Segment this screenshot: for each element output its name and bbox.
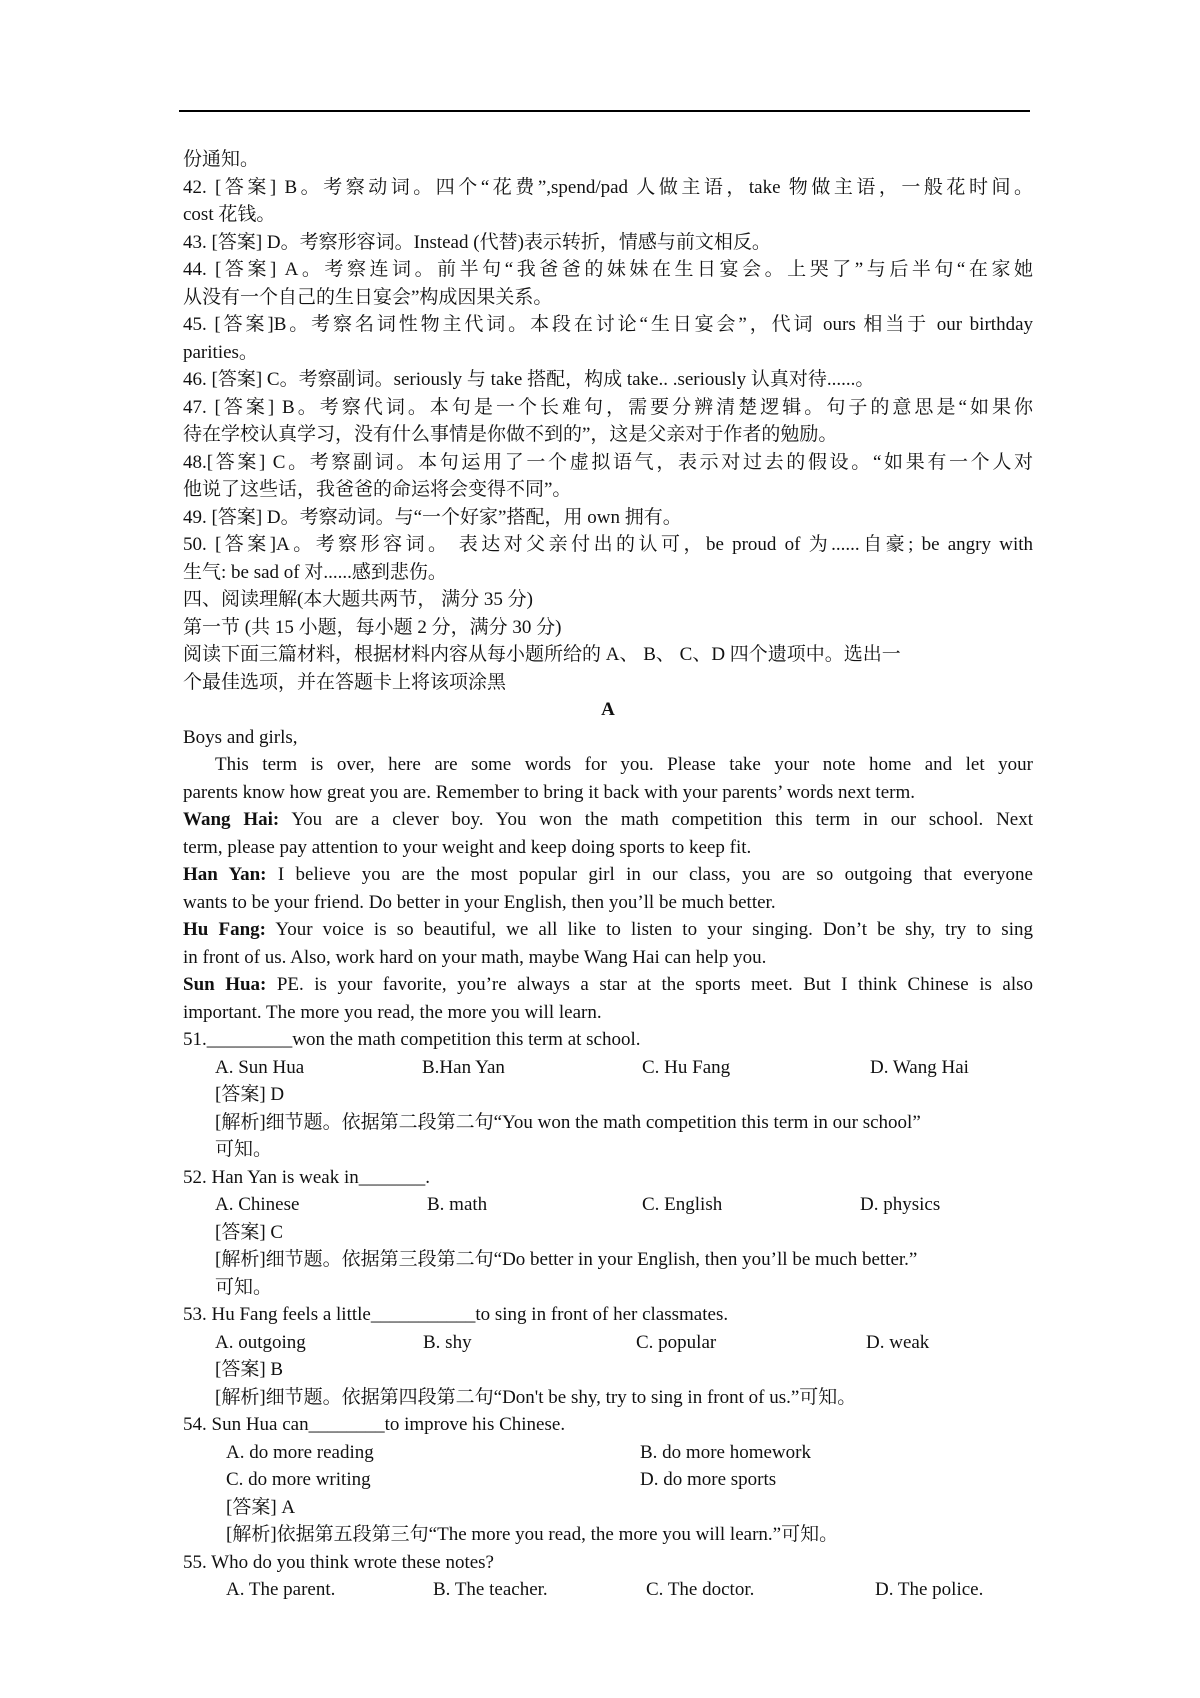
reading-section	[183, 586, 1033, 696]
answer-line: 48.[答案] C。考察副词。本句运用了一个虚拟语气，表示对过去的假设。“如果有一个人对	[183, 451, 1033, 473]
passage	[183, 696, 1033, 1026]
note-name: Sun Hua:	[183, 974, 267, 995]
header-rule	[179, 110, 1030, 112]
passage-greeting: Boys and girls,	[183, 726, 298, 748]
option-a: A. do more reading	[226, 1441, 374, 1463]
note-line: important. The more you read, the more you will learn.	[183, 1001, 602, 1023]
question-53	[183, 1301, 1033, 1411]
question-options	[183, 1466, 1033, 1494]
answer-line: 45. [答案]B。考察名词性物主代词。本段在讨论“生日宴会”，代词 ours 相当于 our birthday	[183, 314, 1033, 335]
section-instruction: 个最佳选项，并在答题卡上将该项涂黑	[183, 671, 507, 693]
question-options	[183, 1576, 1033, 1604]
document-body	[183, 146, 1033, 1604]
question-stem: 53. Hu Fang feels a little___________to sing in front of her classmates.	[183, 1304, 729, 1325]
answer-line: 生气: be sad of 对......感到悲伤。	[183, 561, 447, 583]
option-d: D. The police.	[875, 1579, 984, 1600]
question-stem: 55. Who do you think wrote these notes?	[183, 1551, 494, 1573]
explanation: [解析]细节题。依据第三段第二句“Do better in your English, then you’ll be much better.”	[215, 1249, 918, 1270]
answer-key: [答案] D	[215, 1084, 285, 1105]
option-d: D. do more sports	[640, 1469, 777, 1490]
explanation: 可知。	[215, 1276, 273, 1298]
note-name: Wang Hai:	[183, 809, 280, 830]
explanation: 可知。	[215, 1139, 273, 1160]
option-b: B. shy	[423, 1331, 472, 1353]
note-text: You are a clever boy. You won the math competition this term in our school. Next	[279, 809, 1034, 830]
explanation: [解析]细节题。依据第二段第二句“You won the math competition this term in our school”	[215, 1111, 921, 1133]
question-stem: 51._________won the math competition this term at school.	[183, 1029, 641, 1050]
passage-intro: This term is over, here are some words for you. Please take your note home and let your	[215, 754, 1033, 775]
note-text: PE. is your favorite, you’re always a star at the sports meet. But I think Chinese is also	[266, 974, 1033, 995]
note-line	[183, 806, 1033, 834]
passage-label: A	[601, 699, 615, 720]
passage-intro: parents know how great you are. Remember to bring it back with your parents’ words next term.	[183, 781, 916, 803]
note-line: in front of us. Also, work hard on your math, maybe Wang Hai can help you.	[183, 946, 767, 968]
answer-line: cost 花钱。	[183, 204, 276, 225]
question-stem: 52. Han Yan is weak in_______.	[183, 1166, 430, 1188]
answer-line: parities。	[183, 341, 258, 363]
question-options	[183, 1439, 1033, 1467]
explanation: [解析]细节题。依据第四段第二句“Don't be shy, try to sing in front of us.”可知。	[215, 1386, 857, 1408]
answer-line: 他说了这些话，我爸爸的命运将会变得不同”。	[183, 479, 572, 500]
note-text: I believe you are the most popular girl in our class, you are so outgoing that everyone	[266, 864, 1033, 885]
note-line: wants to be your friend. Do better in your English, then you’ll be much better.	[183, 891, 776, 913]
question-54	[183, 1411, 1033, 1549]
answer-key: [答案] A	[226, 1496, 296, 1518]
option-c: C. popular	[636, 1331, 717, 1353]
note-name: Han Yan:	[183, 864, 267, 885]
question-options	[183, 1054, 1033, 1082]
option-b: B.Han Yan	[422, 1056, 505, 1078]
answer-line: 从没有一个自己的生日宴会”构成因果关系。	[183, 286, 553, 308]
note-line	[183, 916, 1033, 944]
section-heading: 四、阅读理解(本大题共两节， 满分 35 分)	[183, 589, 533, 610]
option-b: B. The teacher.	[433, 1579, 548, 1600]
answer-line: 49. [答案] D。考察动词。与“一个好家”搭配，用 own 拥有。	[183, 506, 682, 528]
question-options	[183, 1191, 1033, 1219]
option-a: A. The parent.	[226, 1579, 336, 1600]
answer-key: [答案] B	[215, 1359, 284, 1380]
option-d: D. weak	[866, 1331, 930, 1353]
question-55	[183, 1549, 1033, 1604]
option-a: A. outgoing	[215, 1331, 306, 1353]
answer-line: 待在学校认真学习，没有什么事情是你做不到的”，这是父亲对于作者的勉励。	[183, 424, 838, 445]
question-51	[183, 1026, 1033, 1164]
option-b: B. math	[427, 1194, 488, 1215]
note-name: Hu Fang:	[183, 919, 266, 940]
answer-key: [答案] C	[215, 1221, 284, 1243]
option-a: A. Sun Hua	[215, 1056, 305, 1078]
option-c: C. Hu Fang	[642, 1056, 731, 1078]
answer-line: 份通知。	[183, 149, 260, 170]
option-d: D. physics	[860, 1194, 941, 1215]
section-instruction: 阅读下面三篇材料，根据材料内容从每小题所给的 A、 B、 C、D 四个遗项中。选出一	[183, 644, 901, 665]
answer-line: 43. [答案] D。考察形容词。Instead (代替)表示转折，情感与前文相反。	[183, 231, 771, 253]
note-line: term, please pay attention to your weight and keep doing sports to keep fit.	[183, 836, 752, 858]
note-line	[183, 971, 1033, 999]
option-d: D. Wang Hai	[870, 1056, 969, 1078]
explanation: [解析]依据第五段第三句“The more you read, the more you will learn.”可知。	[226, 1524, 839, 1545]
option-b: B. do more homework	[640, 1441, 811, 1463]
option-c: C. do more writing	[226, 1469, 371, 1490]
option-c: C. English	[642, 1194, 723, 1215]
answer-line: 46. [答案] C。考察副词。seriously 与 take 搭配，构成 take.. .seriously 认真对待......。	[183, 369, 875, 390]
option-a: A. Chinese	[215, 1194, 300, 1215]
answer-line: 50. [答案]A。考察形容词。 表达对父亲付出的认可，be proud of 为......自豪; be angry with	[183, 534, 1033, 555]
note-line	[183, 861, 1033, 889]
option-c: C. The doctor.	[646, 1579, 755, 1600]
section-part: 第一节 (共 15 小题，每小题 2 分，满分 30 分)	[183, 616, 562, 638]
question-stem: 54. Sun Hua can________to improve his Chinese.	[183, 1414, 566, 1435]
note-text: Your voice is so beautiful, we all like to listen to your singing. Don’t be shy, try to sing	[265, 919, 1033, 940]
answer-explanations	[183, 146, 1033, 586]
answer-line: 42. [答案] B。考察动词。四个“花费”,spend/pad 人做主语，take 物做主语，一般花时间。	[183, 176, 1033, 198]
answer-line: 44. [答案] A。考察连词。前半句“我爸爸的妹妹在生日宴会。上哭了”与后半句“在家她	[183, 259, 1033, 280]
question-options	[183, 1329, 1033, 1357]
question-52	[183, 1164, 1033, 1302]
answer-line: 47. [答案] B。考察代词。本句是一个长难句，需要分辨清楚逻辑。句子的意思是“如果你	[183, 396, 1033, 418]
